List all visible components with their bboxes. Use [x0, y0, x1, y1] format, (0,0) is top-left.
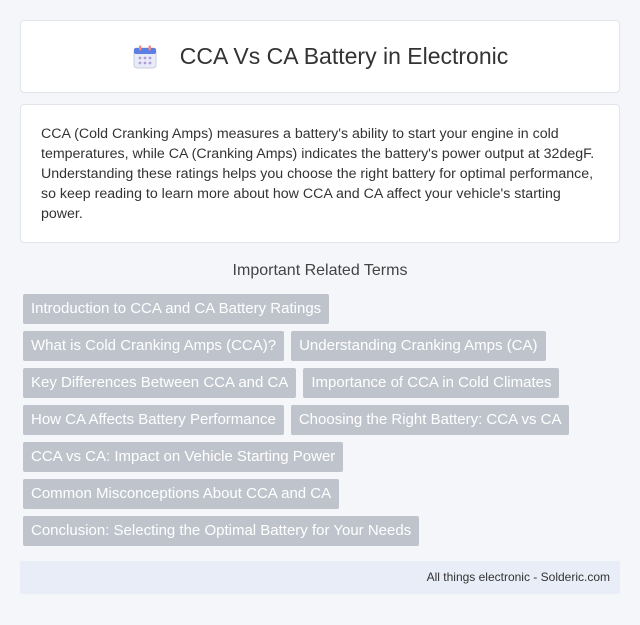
tag-choosing-battery[interactable]: Choosing the Right Battery: CCA vs CA	[291, 405, 570, 435]
tag-row	[20, 405, 620, 435]
calendar-icon	[132, 44, 158, 70]
tag-misconceptions[interactable]: Common Misconceptions About CCA and CA	[23, 479, 339, 509]
tag-row	[20, 331, 620, 361]
tag-ca-performance[interactable]: How CA Affects Battery Performance	[23, 405, 284, 435]
tag-introduction[interactable]: Introduction to CCA and CA Battery Ratings	[23, 294, 329, 324]
tag-key-differences[interactable]: Key Differences Between CCA and CA	[23, 368, 296, 398]
tag-row	[20, 516, 620, 546]
tag-understanding-ca[interactable]: Understanding Cranking Amps (CA)	[291, 331, 545, 361]
tag-row	[20, 368, 620, 398]
tag-what-is-cca[interactable]: What is Cold Cranking Amps (CCA)?	[23, 331, 284, 361]
tag-row	[20, 294, 620, 324]
page-title: CCA Vs CA Battery in Electronic	[179, 43, 509, 69]
footer-credit: All things electronic - Solderic.com	[20, 561, 620, 594]
page-header	[20, 20, 620, 93]
tag-row	[20, 479, 620, 509]
related-terms-list	[20, 294, 620, 553]
tag-starting-power[interactable]: CCA vs CA: Impact on Vehicle Starting Power	[23, 442, 343, 472]
tag-conclusion[interactable]: Conclusion: Selecting the Optimal Battery for Your Needs	[23, 516, 419, 546]
related-terms-heading: Important Related Terms	[232, 262, 408, 279]
intro-paragraph: CCA (Cold Cranking Amps) measures a battery's ability to start your engine in cold temperatures, while CA (Cranking Amps) indicates the battery's power output at 32degF. Understanding these ratings helps you choose the right battery for optimal performance, so keep reading to learn more about how CCA and CA affect your vehicle's starting power.	[20, 104, 620, 243]
tag-row	[20, 442, 620, 472]
tag-importance-cold-climates[interactable]: Importance of CCA in Cold Climates	[303, 368, 559, 398]
